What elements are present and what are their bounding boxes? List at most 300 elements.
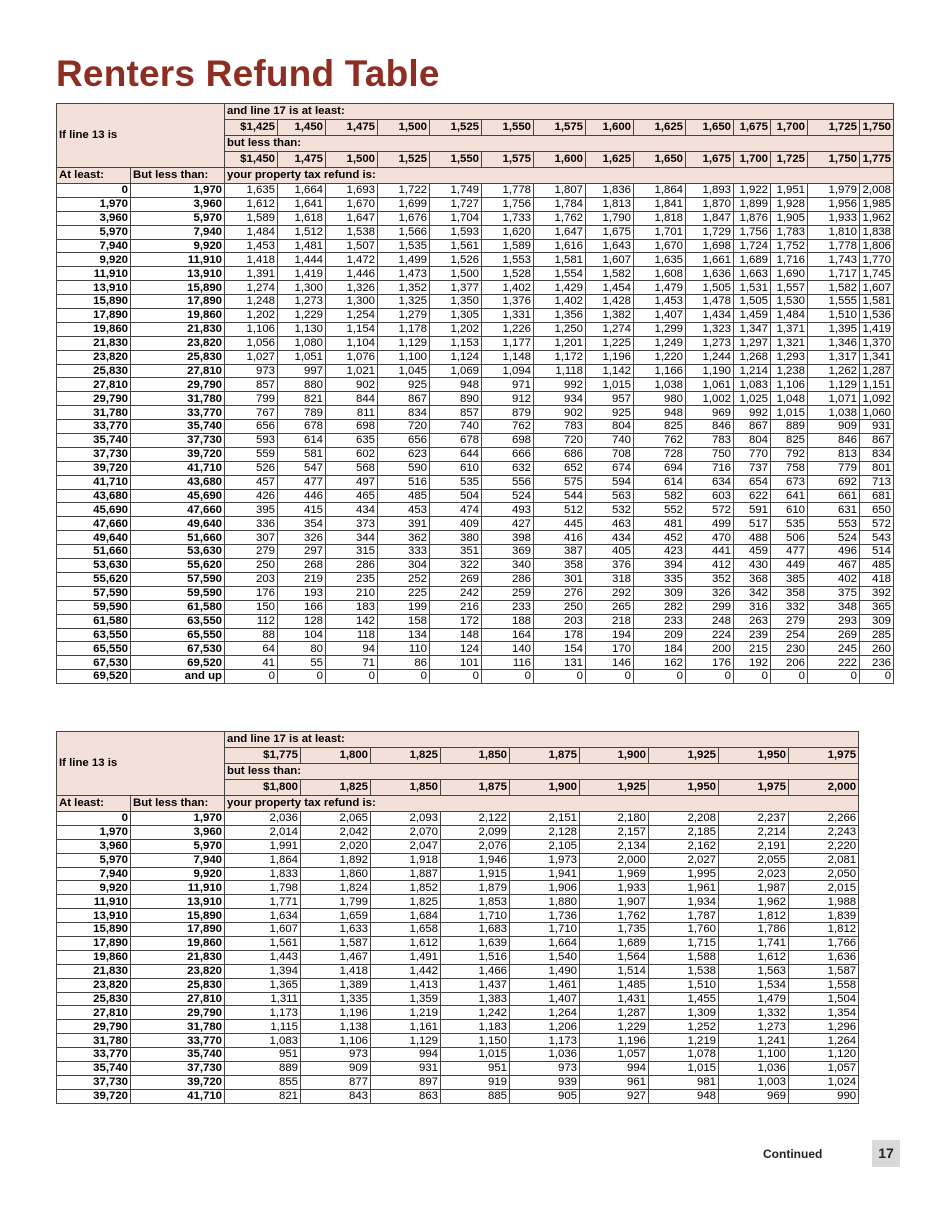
refund-value: 622	[734, 489, 771, 503]
refund-value: 423	[634, 545, 686, 559]
refund-value: 1,076	[326, 350, 378, 364]
refund-value: 811	[326, 406, 378, 420]
income-at-least: 33,770	[57, 420, 131, 434]
income-less-than: 45,690	[131, 489, 225, 503]
income-at-least: 3,960	[57, 839, 131, 853]
refund-value: 1,961	[649, 881, 719, 895]
refund-value: 720	[534, 434, 586, 448]
refund-value: 463	[586, 517, 634, 531]
refund-value: 1,704	[430, 211, 482, 225]
refund-value: 415	[278, 503, 326, 517]
refund-value: 250	[225, 559, 278, 573]
income-less-than: 13,910	[131, 267, 225, 281]
refund-value: 889	[225, 1062, 301, 1076]
table-row	[57, 1075, 859, 1089]
refund-value: 250	[534, 600, 586, 614]
refund-value: 309	[634, 586, 686, 600]
refund-value: 1,634	[225, 909, 301, 923]
refund-value: 1,461	[510, 978, 580, 992]
refund-value: 789	[278, 406, 326, 420]
refund-value: 634	[686, 475, 734, 489]
income-less-than: 9,920	[131, 239, 225, 253]
refund-value: 1,756	[482, 197, 534, 211]
refund-value: 2,050	[789, 867, 859, 881]
refund-value: 142	[326, 614, 378, 628]
refund-value: 210	[326, 586, 378, 600]
income-less-than: 35,740	[131, 420, 225, 434]
refund-value: 2,000	[580, 853, 649, 867]
refund-value: 1,561	[225, 937, 301, 951]
refund-value: 203	[225, 572, 278, 586]
income-less-than: 59,590	[131, 586, 225, 600]
refund-value: 880	[278, 378, 326, 392]
refund-value: 1,279	[378, 309, 430, 323]
refund-value: 767	[225, 406, 278, 420]
refund-value: 1,798	[225, 881, 301, 895]
table-row	[57, 937, 859, 951]
refund-value: 0	[808, 670, 860, 684]
refund-value: 614	[634, 475, 686, 489]
refund-value: 912	[482, 392, 534, 406]
refund-value: 1,906	[510, 881, 580, 895]
refund-value: 124	[430, 642, 482, 656]
income-less-than: 61,580	[131, 600, 225, 614]
refund-value: 1,249	[634, 336, 686, 350]
page-title: Renters Refund Table	[56, 53, 440, 94]
refund-value: 1,933	[580, 881, 649, 895]
refund-value: 1,015	[441, 1048, 510, 1062]
refund-value: 239	[734, 628, 771, 642]
page-number: 17	[872, 1140, 900, 1167]
refund-value: 474	[430, 503, 482, 517]
refund-value: 1,015	[649, 1062, 719, 1076]
refund-value: 166	[278, 600, 326, 614]
line17-max-value: 1,550	[430, 152, 482, 168]
income-at-least: 29,790	[57, 392, 131, 406]
refund-value: 927	[580, 1089, 649, 1103]
refund-value: 1,836	[586, 184, 634, 198]
refund-value: 1,300	[326, 295, 378, 309]
refund-value: 259	[482, 586, 534, 600]
income-less-than: 65,550	[131, 628, 225, 642]
income-less-than: 3,960	[131, 197, 225, 211]
refund-value: 1,991	[225, 839, 301, 853]
line17-min-value: 1,800	[301, 748, 371, 764]
table-row	[57, 447, 894, 461]
refund-value: 666	[482, 447, 534, 461]
refund-value: 1,454	[586, 281, 634, 295]
refund-value: 1,356	[534, 309, 586, 323]
refund-value: 140	[482, 642, 534, 656]
refund-value: 1,479	[634, 281, 686, 295]
refund-value: 1,756	[734, 225, 771, 239]
refund-value: 335	[634, 572, 686, 586]
table-row	[57, 950, 859, 964]
income-less-than: 43,680	[131, 475, 225, 489]
refund-value: 1,382	[586, 309, 634, 323]
refund-value: 268	[278, 559, 326, 573]
refund-value: 572	[860, 517, 894, 531]
table-row	[57, 867, 859, 881]
line17-max-value: 1,725	[771, 152, 808, 168]
income-less-than: 19,860	[131, 937, 225, 951]
line17-max-value: 1,525	[378, 152, 430, 168]
refund-value: 1,813	[586, 197, 634, 211]
line17-max-value: 1,750	[808, 152, 860, 168]
refund-value: 118	[326, 628, 378, 642]
table-row	[57, 461, 894, 475]
refund-value: 230	[771, 642, 808, 656]
table-row	[57, 881, 859, 895]
refund-value: 1,196	[580, 1034, 649, 1048]
income-at-least: 7,940	[57, 239, 131, 253]
refund-value: 1,641	[278, 197, 326, 211]
refund-value: 2,157	[580, 825, 649, 839]
income-at-least: 7,940	[57, 867, 131, 881]
refund-value: 1,833	[225, 867, 301, 881]
refund-value: 1,658	[371, 923, 441, 937]
refund-value: 222	[808, 656, 860, 670]
refund-value: 0	[860, 670, 894, 684]
refund-value: 1,153	[430, 336, 482, 350]
table-row	[57, 322, 894, 336]
income-at-least: 35,740	[57, 434, 131, 448]
refund-value: 779	[808, 461, 860, 475]
refund-value: 1,459	[734, 309, 771, 323]
income-at-least: 27,810	[57, 378, 131, 392]
refund-value: 1,589	[482, 239, 534, 253]
refund-value: 713	[860, 475, 894, 489]
refund-value: 116	[482, 656, 534, 670]
refund-value: 1,148	[482, 350, 534, 364]
refund-value: 708	[586, 447, 634, 461]
refund-value: 1,341	[860, 350, 894, 364]
refund-value: 252	[378, 572, 430, 586]
refund-value: 286	[326, 559, 378, 573]
refund-value: 750	[686, 447, 734, 461]
refund-value: 512	[534, 503, 586, 517]
refund-value: 1,710	[441, 909, 510, 923]
refund-value: 375	[808, 586, 860, 600]
refund-value: 792	[771, 447, 808, 461]
refund-value: 1,899	[734, 197, 771, 211]
refund-value: 409	[430, 517, 482, 531]
income-less-than: 41,710	[131, 461, 225, 475]
refund-value: 1,371	[771, 322, 808, 336]
income-at-least: 49,640	[57, 531, 131, 545]
line17-min-value: 1,500	[378, 120, 430, 136]
refund-value: 1,225	[586, 336, 634, 350]
refund-value: 1,268	[734, 350, 771, 364]
refund-value: 728	[634, 447, 686, 461]
refund-value: 418	[860, 572, 894, 586]
refund-value: 1,431	[580, 992, 649, 1006]
refund-value: 1,838	[860, 225, 894, 239]
income-less-than: 11,910	[131, 253, 225, 267]
refund-value: 1,893	[686, 184, 734, 198]
refund-value: 1,693	[326, 184, 378, 198]
refund-value: 131	[534, 656, 586, 670]
refund-value: 1,479	[719, 992, 789, 1006]
income-at-least: 29,790	[57, 1020, 131, 1034]
refund-value: 1,332	[719, 1006, 789, 1020]
refund-value: 1,325	[378, 295, 430, 309]
income-less-than: 49,640	[131, 517, 225, 531]
table-row	[57, 378, 894, 392]
but-less-than-label: but less than:	[225, 764, 859, 780]
refund-value: 0	[482, 670, 534, 684]
refund-value: 285	[860, 628, 894, 642]
refund-value: 1,582	[586, 267, 634, 281]
line17-max-value: 1,925	[580, 780, 649, 796]
refund-value: 2,065	[301, 812, 371, 826]
refund-value: 206	[771, 656, 808, 670]
refund-value: 1,933	[808, 211, 860, 225]
refund-value: 656	[225, 420, 278, 434]
refund-value: 1,864	[634, 184, 686, 198]
refund-value: 1,056	[225, 336, 278, 350]
income-at-least: 0	[57, 812, 131, 826]
refund-value: 104	[278, 628, 326, 642]
income-less-than: 51,660	[131, 531, 225, 545]
line17-max-value: 1,675	[686, 152, 734, 168]
refund-value: 2,185	[649, 825, 719, 839]
line17-max-value: $1,450	[225, 152, 278, 168]
line17-min-value: $1,775	[225, 748, 301, 764]
refund-value: 1,683	[441, 923, 510, 937]
refund-value: 948	[430, 378, 482, 392]
refund-value: 514	[860, 545, 894, 559]
table-row	[57, 545, 894, 559]
refund-value: 1,839	[789, 909, 859, 923]
income-at-least: 11,910	[57, 895, 131, 909]
line17-min-value: 1,925	[649, 748, 719, 764]
table-row	[57, 909, 859, 923]
refund-value: 1,825	[371, 895, 441, 909]
refund-value: 282	[634, 600, 686, 614]
income-less-than: 5,970	[131, 211, 225, 225]
table-row	[57, 267, 894, 281]
refund-value: 318	[586, 572, 634, 586]
refund-value: 1,635	[225, 184, 278, 198]
income-less-than: 9,920	[131, 867, 225, 881]
table-row	[57, 434, 894, 448]
refund-value: 1,582	[808, 281, 860, 295]
income-less-than: 23,820	[131, 964, 225, 978]
refund-value: 1,252	[649, 1020, 719, 1034]
refund-value: 265	[586, 600, 634, 614]
refund-value: 1,892	[301, 853, 371, 867]
refund-value: 88	[225, 628, 278, 642]
refund-value: 276	[534, 586, 586, 600]
refund-value: 925	[378, 378, 430, 392]
at-least-column-header: At least:	[57, 796, 131, 812]
refund-value: 593	[225, 434, 278, 448]
refund-value: 304	[378, 559, 430, 573]
refund-value: 948	[649, 1089, 719, 1103]
income-less-than: 25,830	[131, 350, 225, 364]
refund-value: 1,620	[482, 225, 534, 239]
refund-value: 973	[510, 1062, 580, 1076]
refund-value: 1,045	[378, 364, 430, 378]
refund-value: 1,852	[371, 881, 441, 895]
refund-value: 1,229	[278, 309, 326, 323]
if-line-13-label: If line 13 is	[57, 732, 225, 796]
refund-value: 1,484	[771, 309, 808, 323]
refund-value: 1,038	[634, 378, 686, 392]
refund-value: 1,172	[534, 350, 586, 364]
refund-value: 150	[225, 600, 278, 614]
income-at-least: 69,520	[57, 670, 131, 684]
refund-value: 1,300	[278, 281, 326, 295]
refund-value: 825	[634, 420, 686, 434]
refund-value: 951	[441, 1062, 510, 1076]
refund-value: 919	[441, 1075, 510, 1089]
refund-value: 544	[534, 489, 586, 503]
but-less-than-column-header: But less than:	[131, 796, 225, 812]
refund-value: 1,274	[225, 281, 278, 295]
refund-value: 394	[634, 559, 686, 573]
refund-value: 890	[430, 392, 482, 406]
refund-value: 594	[586, 475, 634, 489]
line17-max-value: 1,775	[860, 152, 894, 168]
refund-value: 1,196	[586, 350, 634, 364]
table-row	[57, 1034, 859, 1048]
refund-value: 2,122	[441, 812, 510, 826]
refund-value: 1,183	[441, 1020, 510, 1034]
refund-value: 1,588	[649, 950, 719, 964]
refund-value: 1,092	[860, 392, 894, 406]
table-row	[57, 964, 859, 978]
income-less-than: 1,970	[131, 184, 225, 198]
refund-value: 1,354	[789, 1006, 859, 1020]
refund-value: 434	[326, 503, 378, 517]
refund-value: 1,106	[771, 378, 808, 392]
refund-value: 1,787	[649, 909, 719, 923]
refund-value: 1,557	[771, 281, 808, 295]
refund-value: 172	[430, 614, 482, 628]
refund-value: 1,467	[301, 950, 371, 964]
refund-value: 656	[378, 434, 430, 448]
refund-value: 1,129	[378, 336, 430, 350]
refund-value: 799	[225, 392, 278, 406]
refund-value: 1,359	[371, 992, 441, 1006]
refund-value: 1,100	[719, 1048, 789, 1062]
refund-value: 1,659	[301, 909, 371, 923]
income-at-least: 17,890	[57, 309, 131, 323]
refund-value: 1,812	[789, 923, 859, 937]
refund-value: 1,003	[719, 1075, 789, 1089]
refund-value: 1,510	[649, 978, 719, 992]
refund-value: 2,093	[371, 812, 441, 826]
refund-value: 990	[789, 1089, 859, 1103]
refund-value: 1,724	[734, 239, 771, 253]
income-less-than: 11,910	[131, 881, 225, 895]
refund-value: 192	[734, 656, 771, 670]
refund-value: 610	[771, 503, 808, 517]
refund-value: 2,237	[719, 812, 789, 826]
table-row	[57, 656, 894, 670]
refund-value: 1,250	[534, 322, 586, 336]
refund-value: 242	[430, 586, 482, 600]
income-at-least: 41,710	[57, 475, 131, 489]
refund-value: 1,807	[534, 184, 586, 198]
refund-value: 1,762	[580, 909, 649, 923]
refund-value: 1,472	[326, 253, 378, 267]
refund-value: 216	[430, 600, 482, 614]
refund-value: 1,907	[580, 895, 649, 909]
refund-value: 1,770	[860, 253, 894, 267]
refund-value: 934	[534, 392, 586, 406]
refund-value: 1,587	[789, 964, 859, 978]
refund-value: 94	[326, 642, 378, 656]
refund-value: 673	[771, 475, 808, 489]
income-at-least: 9,920	[57, 881, 131, 895]
refund-value: 694	[634, 461, 686, 475]
refund-value: 1,581	[534, 253, 586, 267]
income-at-least: 21,830	[57, 336, 131, 350]
income-less-than: 17,890	[131, 923, 225, 937]
line17-max-value: 1,600	[534, 152, 586, 168]
refund-value: 973	[301, 1048, 371, 1062]
refund-value: 1,391	[225, 267, 278, 281]
refund-value: 863	[371, 1089, 441, 1103]
refund-value: 1,229	[580, 1020, 649, 1034]
refund-value: 332	[771, 600, 808, 614]
refund-value: 1,540	[510, 950, 580, 964]
income-at-least: 11,910	[57, 267, 131, 281]
table-row	[57, 503, 894, 517]
line17-max-value: 2,000	[789, 780, 859, 796]
refund-value: 1,402	[534, 295, 586, 309]
refund-value: 997	[278, 364, 326, 378]
refund-value: 1,607	[225, 923, 301, 937]
table-row	[57, 586, 894, 600]
refund-value: 1,818	[634, 211, 686, 225]
refund-value: 1,069	[430, 364, 482, 378]
refund-value: 1,206	[510, 1020, 580, 1034]
refund-value: 931	[371, 1062, 441, 1076]
line17-min-value: 1,825	[371, 748, 441, 764]
refund-value: 1,402	[482, 281, 534, 295]
refund-value: 1,563	[719, 964, 789, 978]
refund-value: 493	[482, 503, 534, 517]
refund-value: 1,564	[580, 950, 649, 964]
refund-value: 162	[634, 656, 686, 670]
refund-value: 1,612	[225, 197, 278, 211]
refund-value: 1,812	[719, 909, 789, 923]
refund-value: 380	[430, 531, 482, 545]
refund-value: 352	[686, 572, 734, 586]
table-row	[57, 392, 894, 406]
refund-value: 1,778	[808, 239, 860, 253]
refund-value: 804	[734, 434, 771, 448]
refund-value: 516	[378, 475, 430, 489]
refund-value: 2,027	[649, 853, 719, 867]
refund-value: 260	[860, 642, 894, 656]
refund-value: 1,956	[808, 197, 860, 211]
refund-value: 1,027	[225, 350, 278, 364]
income-at-least: 59,590	[57, 600, 131, 614]
refund-value: 650	[860, 503, 894, 517]
refund-value: 236	[860, 656, 894, 670]
refund-value: 1,969	[580, 867, 649, 881]
refund-value: 1,453	[225, 239, 278, 253]
refund-value: 1,419	[860, 322, 894, 336]
refund-value: 591	[734, 503, 771, 517]
refund-value: 678	[430, 434, 482, 448]
refund-value: 1,876	[734, 211, 771, 225]
